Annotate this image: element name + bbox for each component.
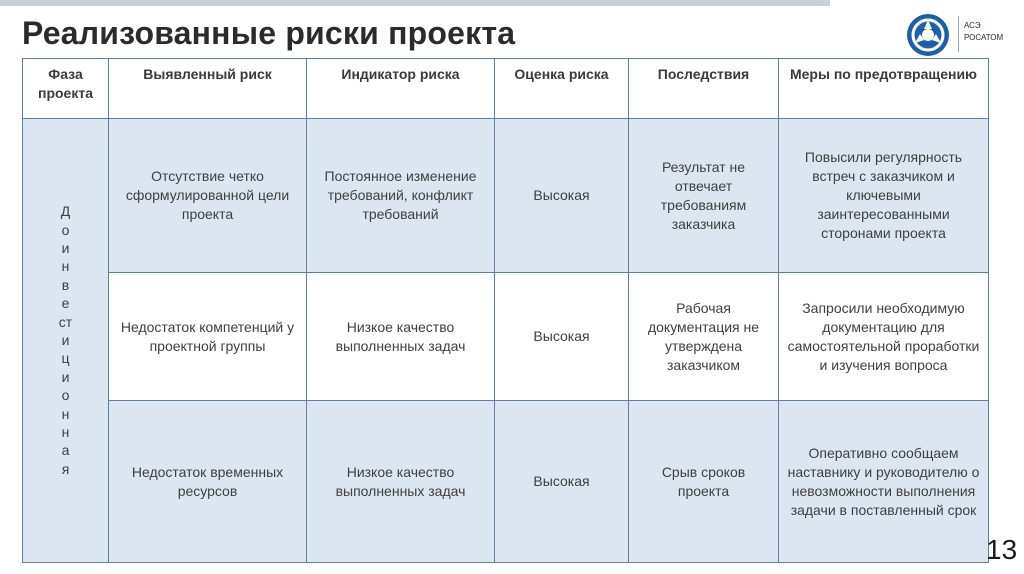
assessment-cell: Высокая [495, 401, 629, 563]
header-consequence: Последствия [629, 59, 779, 119]
indicator-cell: Низкое качество выполненных задач [307, 401, 495, 563]
header-phase: Фаза проекта [23, 59, 109, 119]
logo-text [964, 20, 1003, 44]
logo-line-1: АСЭ [964, 21, 981, 30]
risk-cell: Недостаток компетенций у проектной группы [109, 273, 307, 401]
risk-cell: Недостаток временных ресурсов [109, 401, 307, 563]
top-accent-bar [0, 0, 830, 6]
logo-line-2: РОСАТОМ [964, 33, 1004, 42]
assessment-cell: Высокая [495, 119, 629, 273]
table-row [23, 273, 989, 401]
measures-cell: Оперативно сообщаем наставнику и руководителю о невозможности выполнения задачи в поставленный срок [779, 401, 989, 563]
phase-cell [23, 119, 109, 563]
indicator-cell: Низкое качество выполненных задач [307, 273, 495, 401]
header-measures: Меры по предотвращению [779, 59, 989, 119]
table-header-row [23, 59, 989, 119]
logo-separator [958, 16, 959, 52]
risk-table [22, 58, 989, 563]
risk-cell: Отсутствие четко сформулированной цели проекта [109, 119, 307, 273]
measures-cell: Запросили необходимую документацию для самостоятельной проработки и изучения вопроса [779, 273, 989, 401]
header-indicator: Индикатор риска [307, 59, 495, 119]
consequence-cell: Рабочая документация не утверждена заказчиком [629, 273, 779, 401]
indicator-cell: Постоянное изменение требований, конфликт требований [307, 119, 495, 273]
consequence-cell: Результат не отвечает требованиям заказчика [629, 119, 779, 273]
table-row [23, 119, 989, 273]
assessment-cell: Высокая [495, 273, 629, 401]
header-risk: Выявленный риск [109, 59, 307, 119]
measures-cell: Повысили регулярность встреч с заказчиком и ключевыми заинтересованными сторонами проекта [779, 119, 989, 273]
consequence-cell: Срыв сроков проекта [629, 401, 779, 563]
table-row [23, 401, 989, 563]
phase-label: Доинвестиционная [58, 203, 73, 477]
page-title: Реализованные риски проекта [22, 15, 516, 51]
header-assessment: Оценка риска [495, 59, 629, 119]
page-number: 13 [986, 534, 1018, 565]
